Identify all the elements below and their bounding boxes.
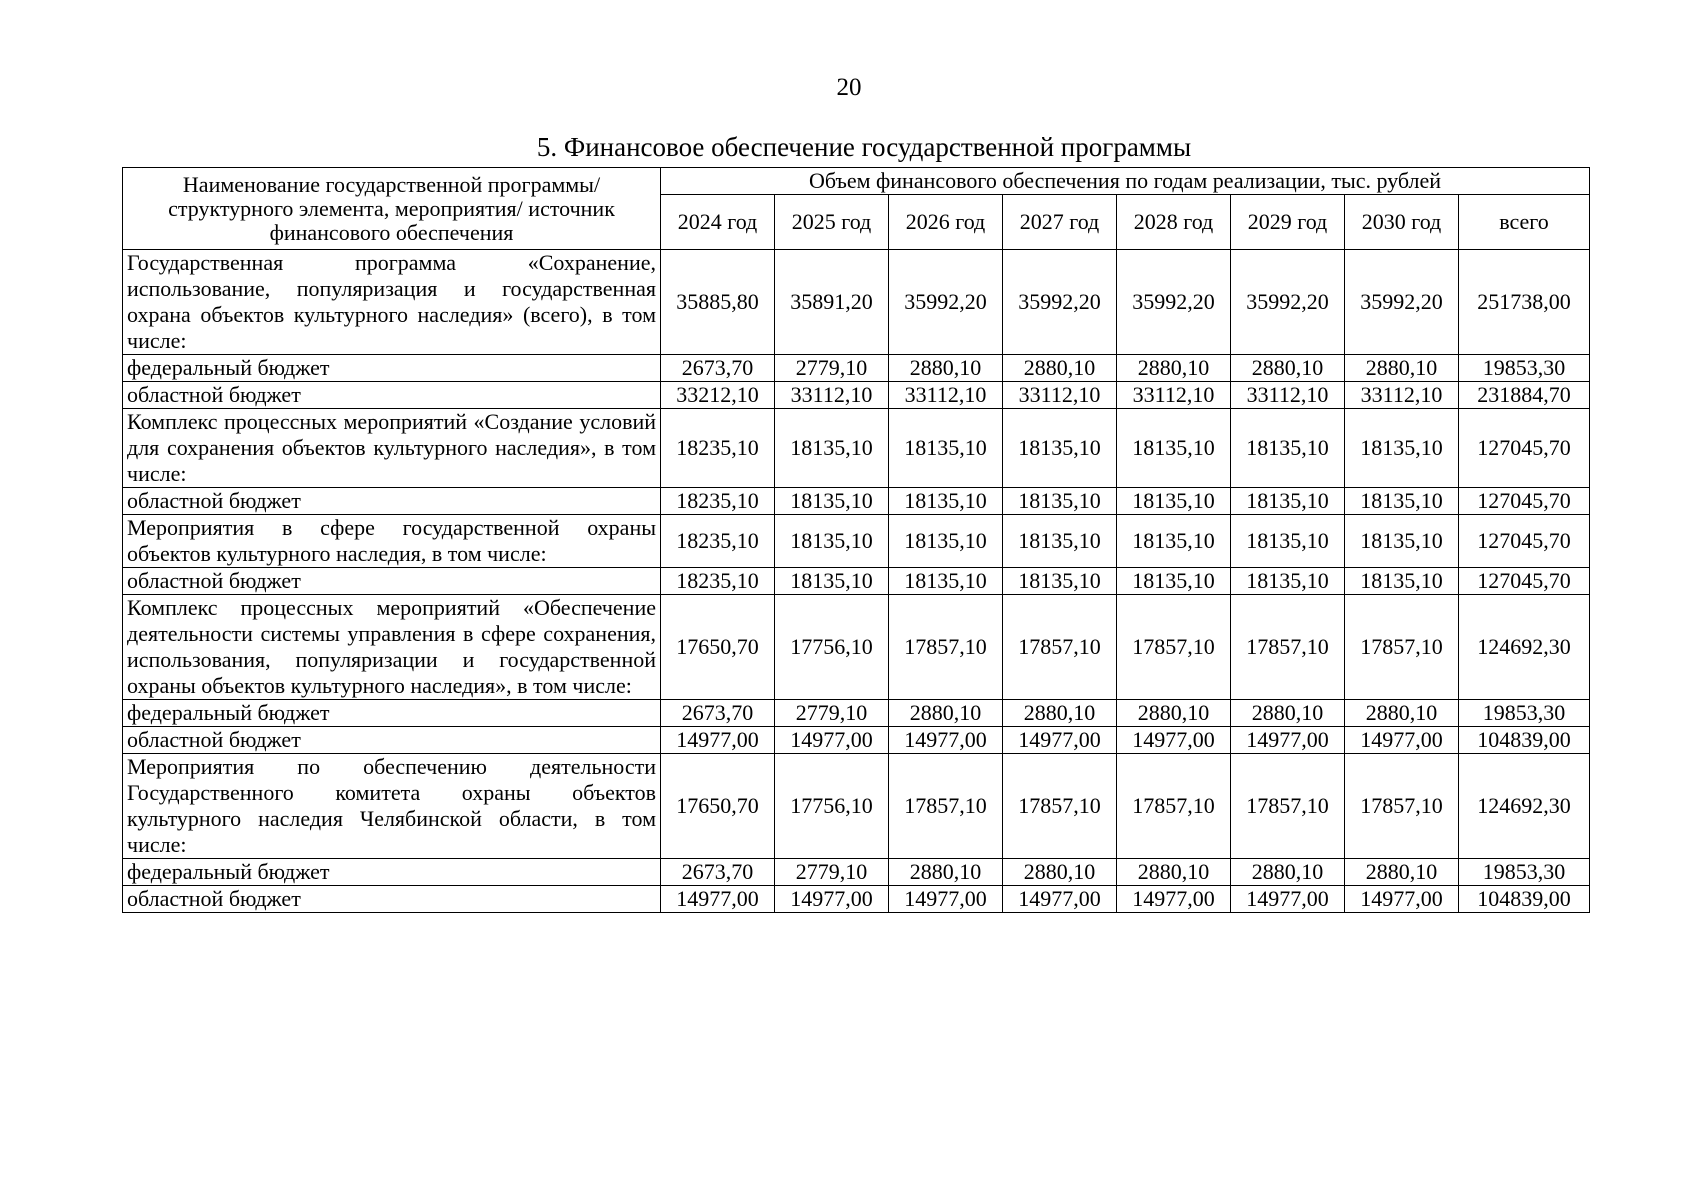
value-cell: 18135,10 <box>1231 409 1345 488</box>
value-cell: 2880,10 <box>889 700 1003 727</box>
value-cell: 14977,00 <box>889 886 1003 913</box>
total-cell: 124692,30 <box>1459 595 1590 700</box>
value-cell: 18135,10 <box>889 488 1003 515</box>
value-cell: 18135,10 <box>1231 515 1345 568</box>
value-cell: 33112,10 <box>1345 382 1459 409</box>
value-cell: 2880,10 <box>1117 859 1231 886</box>
value-cell: 18135,10 <box>775 568 889 595</box>
volume-header: Объем финансового обеспечения по годам реализации, тыс. рублей <box>661 168 1590 195</box>
value-cell: 18235,10 <box>661 568 775 595</box>
table-row <box>123 488 1590 515</box>
value-cell: 2880,10 <box>1345 355 1459 382</box>
value-cell: 14977,00 <box>1003 727 1117 754</box>
value-cell: 17857,10 <box>889 595 1003 700</box>
value-cell: 17857,10 <box>1003 595 1117 700</box>
total-cell: 19853,30 <box>1459 700 1590 727</box>
year-header: 2027 год <box>1003 195 1117 250</box>
row-name-cell: областной бюджет <box>123 382 661 409</box>
row-name-cell: федеральный бюджет <box>123 700 661 727</box>
value-cell: 2673,70 <box>661 859 775 886</box>
value-cell: 18135,10 <box>889 568 1003 595</box>
header-row <box>123 168 1590 195</box>
value-cell: 2880,10 <box>1117 355 1231 382</box>
value-cell: 18135,10 <box>1117 488 1231 515</box>
value-cell: 17857,10 <box>1117 595 1231 700</box>
value-cell: 18135,10 <box>1117 568 1231 595</box>
value-cell: 35992,20 <box>1117 250 1231 355</box>
row-name-cell: федеральный бюджет <box>123 859 661 886</box>
value-cell: 17857,10 <box>889 754 1003 859</box>
value-cell: 14977,00 <box>1117 727 1231 754</box>
value-cell: 2880,10 <box>1117 700 1231 727</box>
total-header: всего <box>1459 195 1590 250</box>
total-cell: 104839,00 <box>1459 886 1590 913</box>
row-name-cell: Комплекс процессных мероприятий «Создание условий для сохранения объектов культурного наследия», в том числе: <box>123 409 661 488</box>
row-name-cell: областной бюджет <box>123 727 661 754</box>
table-row <box>123 409 1590 488</box>
table-row <box>123 568 1590 595</box>
value-cell: 33112,10 <box>1003 382 1117 409</box>
value-cell: 33212,10 <box>661 382 775 409</box>
table-row <box>123 700 1590 727</box>
value-cell: 33112,10 <box>1117 382 1231 409</box>
table-row <box>123 859 1590 886</box>
value-cell: 2880,10 <box>1231 355 1345 382</box>
value-cell: 14977,00 <box>1231 886 1345 913</box>
row-name-cell: федеральный бюджет <box>123 355 661 382</box>
value-cell: 2880,10 <box>1003 355 1117 382</box>
value-cell: 2880,10 <box>1003 700 1117 727</box>
value-cell: 2880,10 <box>1003 859 1117 886</box>
value-cell: 17857,10 <box>1231 754 1345 859</box>
value-cell: 2880,10 <box>889 355 1003 382</box>
value-cell: 35992,20 <box>1003 250 1117 355</box>
value-cell: 18135,10 <box>775 488 889 515</box>
year-header: 2025 год <box>775 195 889 250</box>
value-cell: 17857,10 <box>1003 754 1117 859</box>
value-cell: 2880,10 <box>1231 700 1345 727</box>
value-cell: 18135,10 <box>1117 515 1231 568</box>
total-cell: 19853,30 <box>1459 859 1590 886</box>
year-header: 2028 год <box>1117 195 1231 250</box>
table-row <box>123 250 1590 355</box>
year-header: 2029 год <box>1231 195 1345 250</box>
table-row <box>123 727 1590 754</box>
row-name-cell: Комплекс процессных мероприятий «Обеспечение деятельности системы управления в сфере сохранения, использования, популяризации и государственной охраны объектов культурного наследия», в том числе: <box>123 595 661 700</box>
total-cell: 104839,00 <box>1459 727 1590 754</box>
value-cell: 14977,00 <box>1117 886 1231 913</box>
value-cell: 2880,10 <box>1345 859 1459 886</box>
value-cell: 17857,10 <box>1117 754 1231 859</box>
value-cell: 2779,10 <box>775 700 889 727</box>
row-name-cell: Государственная программа «Сохранение, использование, популяризация и государственная охрана объектов культурного наследия» (всего), в том числе: <box>123 250 661 355</box>
year-header: 2026 год <box>889 195 1003 250</box>
value-cell: 14977,00 <box>661 727 775 754</box>
value-cell: 18135,10 <box>1003 568 1117 595</box>
value-cell: 14977,00 <box>661 886 775 913</box>
value-cell: 18235,10 <box>661 488 775 515</box>
row-name-cell: Мероприятия в сфере государственной охраны объектов культурного наследия, в том числе: <box>123 515 661 568</box>
value-cell: 14977,00 <box>1345 886 1459 913</box>
value-cell: 18135,10 <box>1345 568 1459 595</box>
value-cell: 2779,10 <box>775 355 889 382</box>
value-cell: 18135,10 <box>889 515 1003 568</box>
page-number: 20 <box>836 74 862 101</box>
value-cell: 33112,10 <box>889 382 1003 409</box>
value-cell: 2880,10 <box>889 859 1003 886</box>
name-column-header: Наименование государственной программы/ структурного элемента, мероприятия/ источник финансового обеспечения <box>123 168 661 250</box>
value-cell: 14977,00 <box>1345 727 1459 754</box>
value-cell: 18135,10 <box>1231 568 1345 595</box>
value-cell: 35885,80 <box>661 250 775 355</box>
value-cell: 18135,10 <box>1345 409 1459 488</box>
value-cell: 18135,10 <box>1003 409 1117 488</box>
value-cell: 35891,20 <box>775 250 889 355</box>
value-cell: 2880,10 <box>1231 859 1345 886</box>
total-cell: 127045,70 <box>1459 488 1590 515</box>
value-cell: 33112,10 <box>1231 382 1345 409</box>
value-cell: 18135,10 <box>775 409 889 488</box>
value-cell: 35992,20 <box>889 250 1003 355</box>
value-cell: 14977,00 <box>889 727 1003 754</box>
total-cell: 127045,70 <box>1459 568 1590 595</box>
financing-table <box>122 167 1590 913</box>
value-cell: 14977,00 <box>1003 886 1117 913</box>
total-cell: 231884,70 <box>1459 382 1590 409</box>
value-cell: 17857,10 <box>1345 754 1459 859</box>
value-cell: 2880,10 <box>1345 700 1459 727</box>
value-cell: 35992,20 <box>1345 250 1459 355</box>
row-name-cell: Мероприятия по обеспечению деятельности Государственного комитета охраны объектов культурного наследия Челябинской области, в том числе: <box>123 754 661 859</box>
value-cell: 18135,10 <box>1345 515 1459 568</box>
table-row <box>123 754 1590 859</box>
value-cell: 2779,10 <box>775 859 889 886</box>
table-row <box>123 515 1590 568</box>
value-cell: 17650,70 <box>661 754 775 859</box>
value-cell: 18135,10 <box>1117 409 1231 488</box>
section-title: 5. Финансовое обеспечение государственной программы <box>536 132 1192 162</box>
year-header: 2030 год <box>1345 195 1459 250</box>
value-cell: 14977,00 <box>775 727 889 754</box>
year-header: 2024 год <box>661 195 775 250</box>
value-cell: 18135,10 <box>1345 488 1459 515</box>
table-row <box>123 382 1590 409</box>
value-cell: 18235,10 <box>661 515 775 568</box>
value-cell: 17650,70 <box>661 595 775 700</box>
value-cell: 18135,10 <box>1003 488 1117 515</box>
total-cell: 251738,00 <box>1459 250 1590 355</box>
value-cell: 18135,10 <box>775 515 889 568</box>
total-cell: 127045,70 <box>1459 409 1590 488</box>
total-cell: 19853,30 <box>1459 355 1590 382</box>
value-cell: 14977,00 <box>775 886 889 913</box>
value-cell: 18135,10 <box>1231 488 1345 515</box>
value-cell: 17756,10 <box>775 595 889 700</box>
table-row <box>123 886 1590 913</box>
total-cell: 127045,70 <box>1459 515 1590 568</box>
row-name-cell: областной бюджет <box>123 886 661 913</box>
value-cell: 17857,10 <box>1345 595 1459 700</box>
value-cell: 17756,10 <box>775 754 889 859</box>
table-row <box>123 595 1590 700</box>
row-name-cell: областной бюджет <box>123 488 661 515</box>
value-cell: 18135,10 <box>889 409 1003 488</box>
value-cell: 18235,10 <box>661 409 775 488</box>
row-name-cell: областной бюджет <box>123 568 661 595</box>
table-body <box>123 250 1590 913</box>
value-cell: 18135,10 <box>1003 515 1117 568</box>
value-cell: 33112,10 <box>775 382 889 409</box>
value-cell: 2673,70 <box>661 355 775 382</box>
value-cell: 14977,00 <box>1231 727 1345 754</box>
value-cell: 17857,10 <box>1231 595 1345 700</box>
table-row <box>123 355 1590 382</box>
value-cell: 2673,70 <box>661 700 775 727</box>
total-cell: 124692,30 <box>1459 754 1590 859</box>
value-cell: 35992,20 <box>1231 250 1345 355</box>
